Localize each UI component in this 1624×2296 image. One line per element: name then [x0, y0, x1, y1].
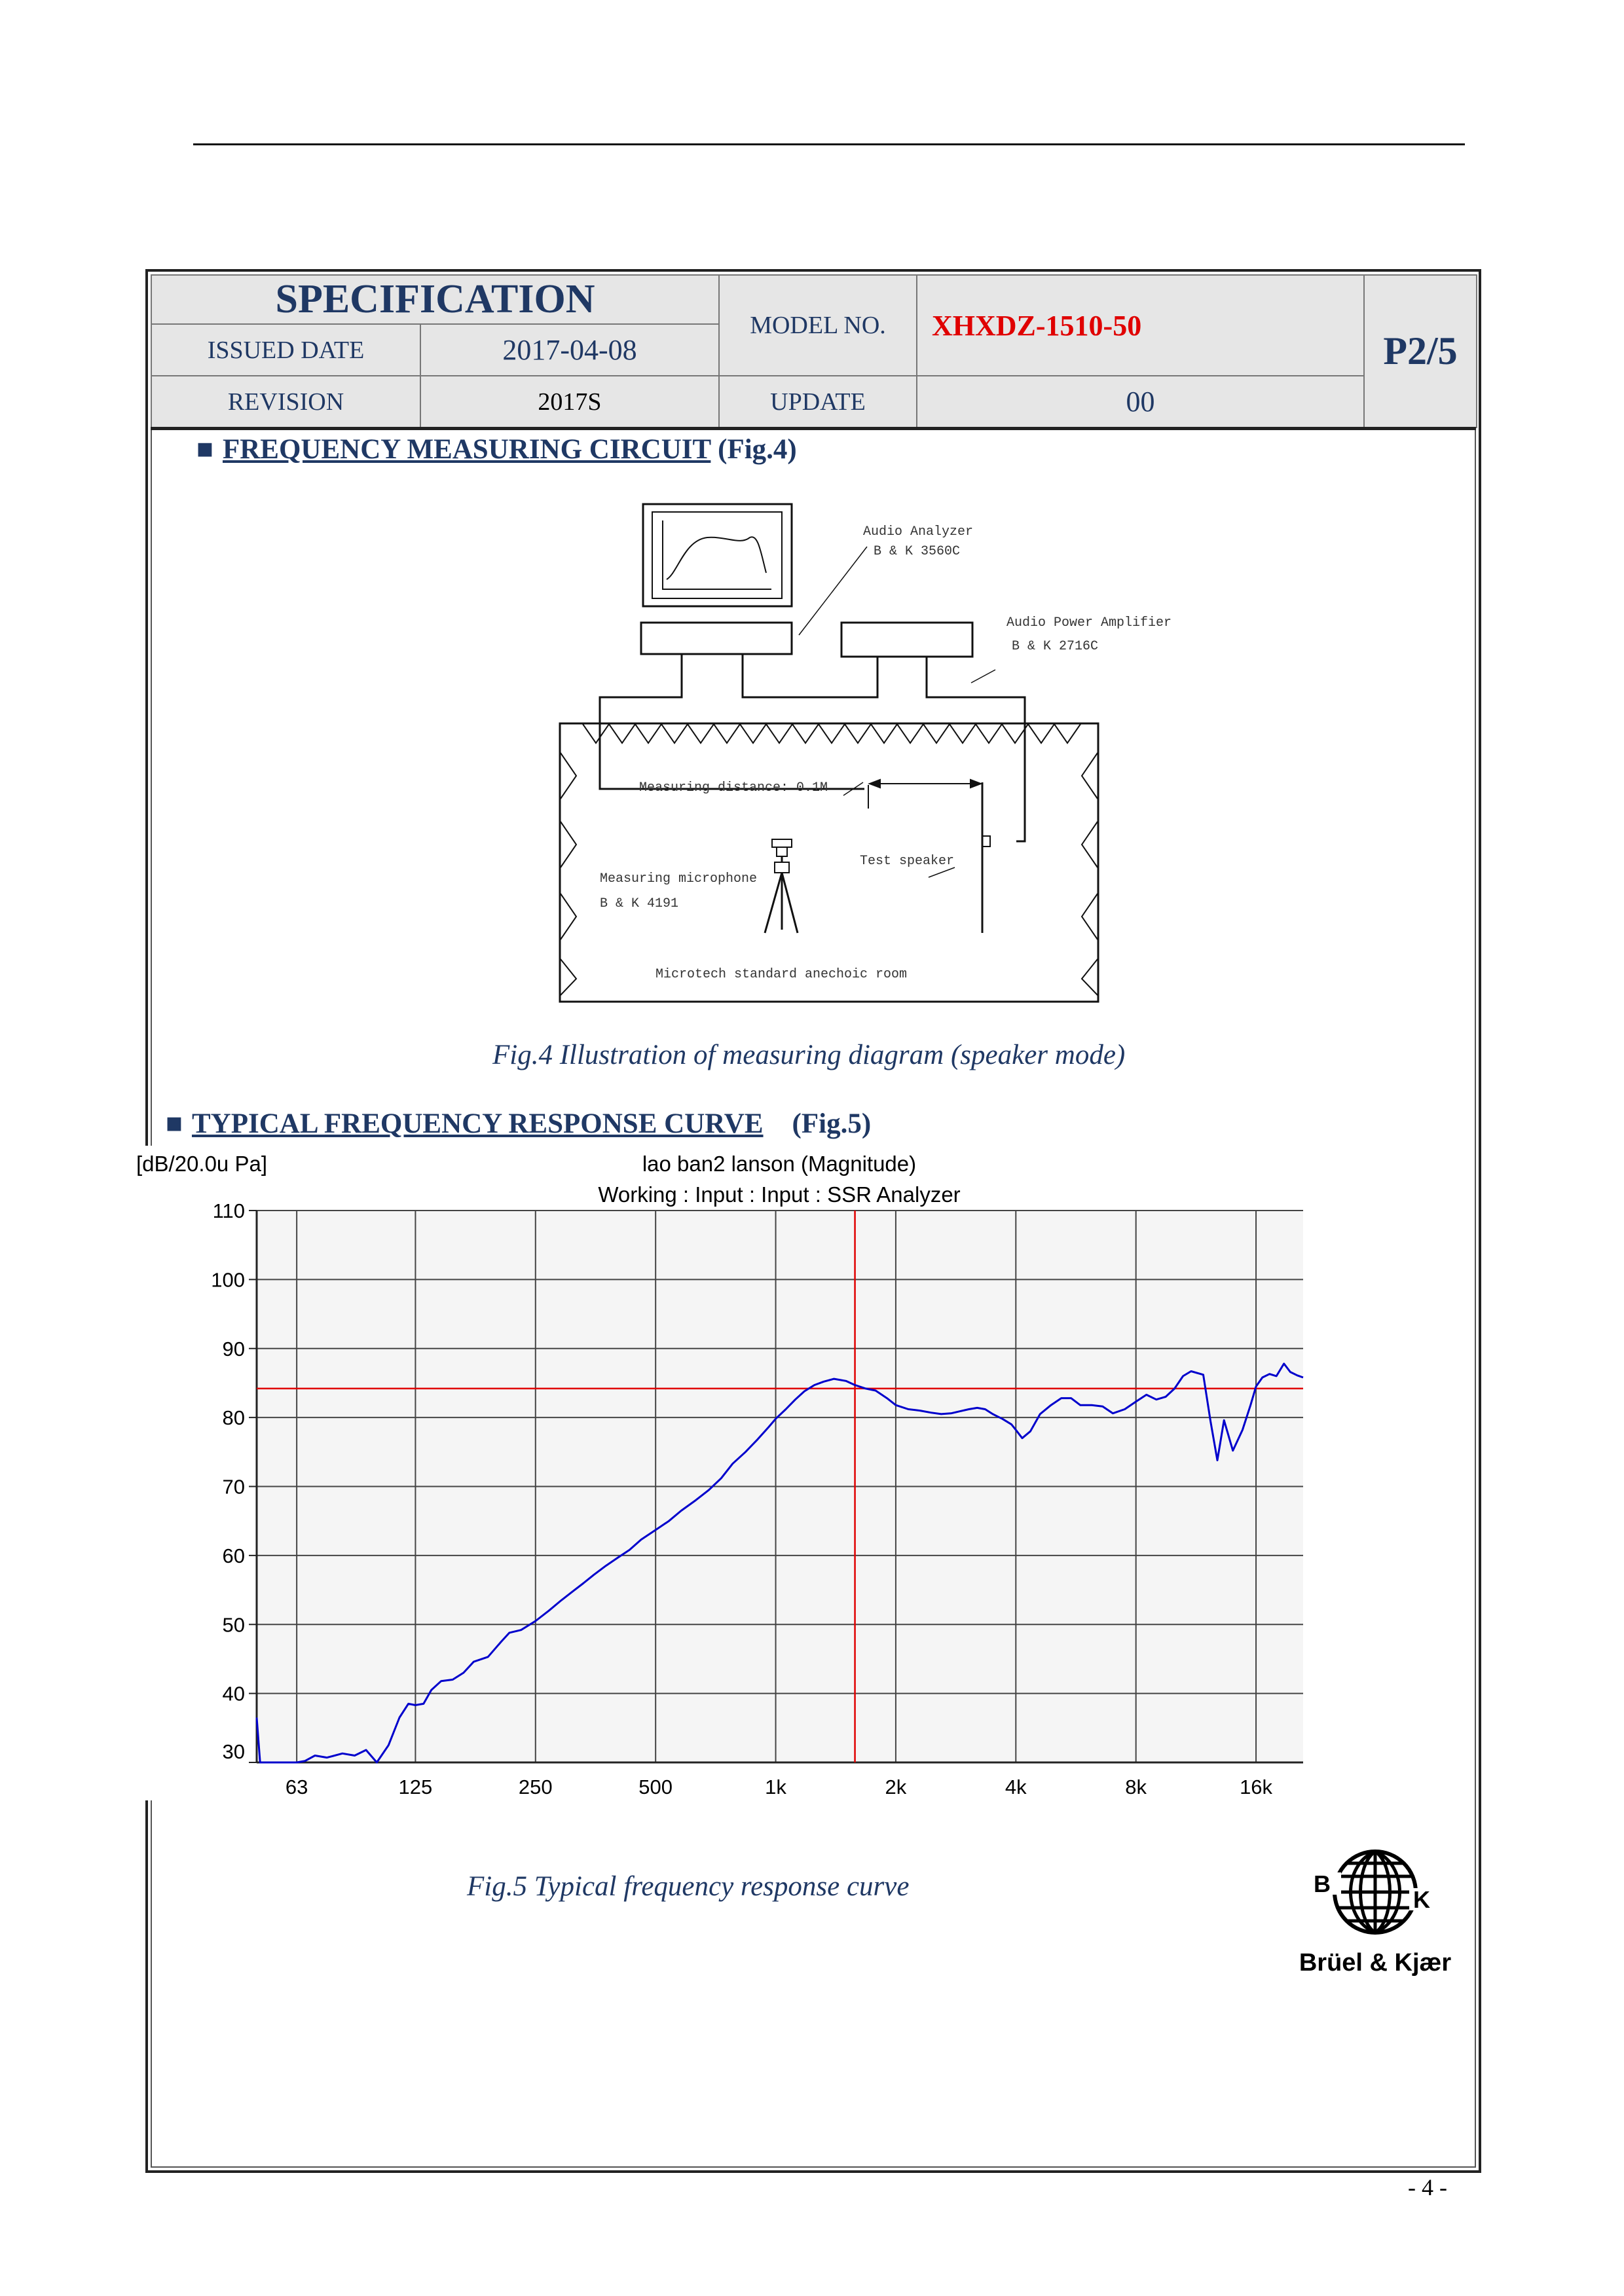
page-number: - 4 - — [1408, 2174, 1447, 2200]
section-title: FREQUENCY MEASURING CIRCUIT — [222, 434, 711, 465]
section-ref: (Fig.4) — [718, 434, 797, 465]
y-tick-label: 50 — [222, 1613, 245, 1637]
y-tick-label: 40 — [222, 1682, 245, 1705]
logo-letter-k: K — [1413, 1886, 1430, 1913]
distance-label: Measuring distance: 0.1M — [639, 780, 828, 795]
fig5-caption: Fig.5 Typical frequency response curve — [467, 1871, 910, 1902]
issued-date-value: 2017-04-08 — [420, 324, 719, 376]
leader-lines — [799, 547, 995, 877]
section-bullet: ■ — [166, 1108, 183, 1139]
x-tick-label: 125 — [398, 1776, 433, 1798]
chart-title: lao ban2 lanson (Magnitude) — [642, 1152, 917, 1176]
x-tick-label: 4k — [1005, 1776, 1027, 1798]
y-tick-label: 90 — [222, 1337, 245, 1360]
section-ref: (Fig.5) — [792, 1108, 872, 1139]
logo-name: Brüel & Kjær — [1299, 1949, 1452, 1977]
analyzer-label-1: Audio Analyzer — [863, 524, 974, 539]
spec-title: SPECIFICATION — [151, 275, 719, 324]
section-title: TYPICAL FREQUENCY RESPONSE CURVE — [191, 1108, 764, 1139]
y-tick-label: 70 — [222, 1475, 245, 1499]
section-typical-frequency-response — [166, 1108, 871, 1140]
spec-header-table — [151, 274, 1477, 428]
model-no-value: XHXDZ-1510-50 — [917, 275, 1364, 376]
fig4-caption: Fig.4 Illustration of measuring diagram (speaker mode) — [492, 1040, 1126, 1070]
section-frequency-measuring-circuit — [196, 433, 797, 465]
amplifier-label-2: B & K 2716C — [1012, 639, 1099, 654]
update-value: 00 — [917, 376, 1364, 428]
top-rule — [193, 143, 1465, 145]
x-tick-label: 1k — [765, 1776, 786, 1798]
microphone-stand-icon — [765, 839, 798, 933]
microphone-label-1: Measuring microphone — [600, 871, 758, 886]
anechoic-room — [560, 723, 1098, 1002]
measuring-circuit-diagram — [550, 501, 1172, 1018]
bruel-kjaer-logo — [1283, 1845, 1467, 1982]
logo-letter-b: B — [1314, 1870, 1331, 1897]
x-tick-label: 500 — [638, 1776, 673, 1798]
frequency-response-chart — [134, 1146, 1313, 1800]
y-tick-label: 110 — [212, 1199, 245, 1222]
header-bottom-rule — [151, 427, 1476, 430]
distance-arrow — [868, 780, 981, 809]
microphone-label-2: B & K 4191 — [600, 896, 679, 911]
section-bullet: ■ — [196, 434, 213, 465]
x-tick-label: 250 — [518, 1776, 553, 1798]
y-tick-label: 80 — [222, 1406, 245, 1430]
room-label: Microtech standard anechoic room — [655, 967, 908, 982]
issued-date-label: ISSUED DATE — [151, 324, 420, 376]
analyzer-unit — [641, 623, 792, 654]
monitor-icon — [643, 504, 792, 606]
x-tick-label: 2k — [885, 1776, 907, 1798]
revision-value: 2017S — [420, 376, 719, 428]
page-indicator: P2/5 — [1364, 275, 1477, 428]
y-tick-label: 30 — [222, 1740, 245, 1763]
chart-ylabel: [dB/20.0u Pa] — [136, 1152, 267, 1176]
amplifier-label-1: Audio Power Amplifier — [1006, 615, 1172, 630]
y-tick-label: 100 — [211, 1268, 245, 1292]
test-speaker-icon — [982, 782, 990, 933]
chart-subtitle: Working : Input : Input : SSR Analyzer — [598, 1182, 961, 1207]
x-tick-label: 16k — [1240, 1776, 1273, 1798]
x-tick-label: 63 — [285, 1776, 308, 1798]
y-tick-label: 60 — [222, 1544, 245, 1567]
amplifier-unit — [841, 623, 972, 657]
revision-label: REVISION — [151, 376, 420, 428]
speaker-label: Test speaker — [860, 854, 955, 869]
analyzer-label-2: B & K 3560C — [874, 544, 961, 559]
x-tick-label: 8k — [1125, 1776, 1147, 1798]
model-no-label: MODEL NO. — [719, 275, 917, 376]
update-label: UPDATE — [719, 376, 917, 428]
connection-lines — [600, 654, 1025, 841]
